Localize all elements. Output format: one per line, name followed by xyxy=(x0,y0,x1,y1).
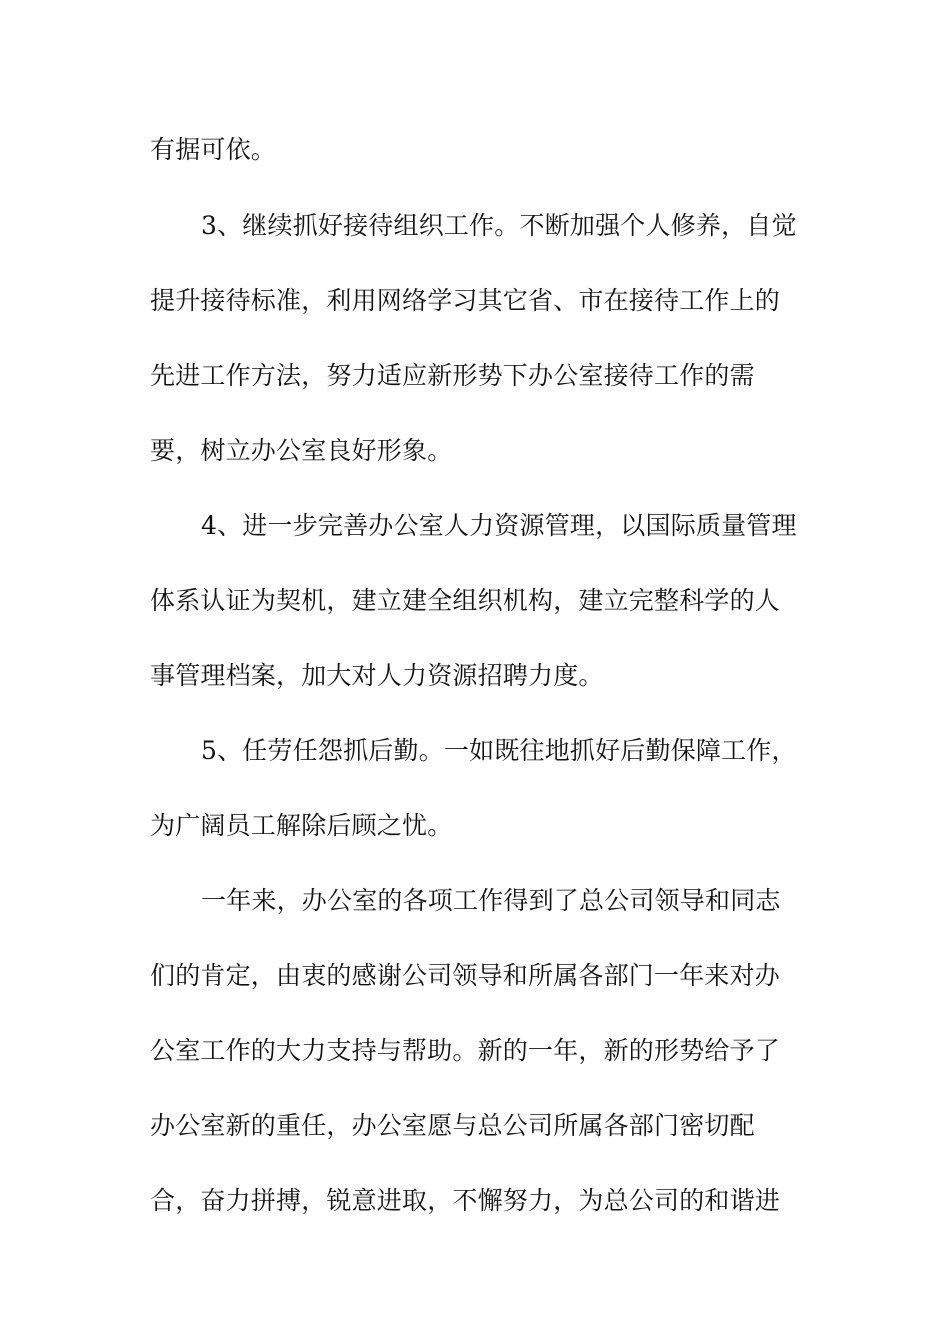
paragraph-line-9: 5、任劳任怨抓后勤。一如既往地抓好后勤保障工作， xyxy=(201,736,797,765)
paragraph-line-11: 一年来，办公室的各项工作得到了总公司领导和同志 xyxy=(201,886,781,915)
paragraph-line-15: 合，奋力拼搏，锐意进取，不懈努力，为总公司的和谐进 xyxy=(150,1186,781,1215)
paragraph-line-13: 公室工作的大力支持与帮助。新的一年，新的形势给予了 xyxy=(150,1036,781,1065)
paragraph-line-5: 要，树立办公室良好形象。 xyxy=(150,436,453,465)
paragraph-line-12: 们的肯定，由衷的感谢公司领导和所属各部门一年来对办 xyxy=(150,961,781,990)
paragraph-line-2: 3、继续抓好接待组织工作。不断加强个人修养，自觉 xyxy=(201,211,797,240)
paragraph-line-10: 为广阔员工解除后顾之忧。 xyxy=(150,811,453,840)
paragraph-line-6: 4、进一步完善办公室人力资源管理，以国际质量管理 xyxy=(201,511,797,540)
paragraph-line-7: 体系认证为契机，建立建全组织机构，建立完整科学的人 xyxy=(150,586,781,615)
paragraph-line-3: 提升接待标准，利用网络学习其它省、市在接待工作上的 xyxy=(150,286,781,315)
paragraph-line-4: 先进工作方法，努力适应新形势下办公室接待工作的需 xyxy=(150,361,755,390)
paragraph-line-8: 事管理档案，加大对人力资源招聘力度。 xyxy=(150,661,604,690)
paragraph-line-1: 有据可依。 xyxy=(150,135,277,164)
paragraph-line-14: 办公室新的重任，办公室愿与总公司所属各部门密切配 xyxy=(150,1111,755,1140)
